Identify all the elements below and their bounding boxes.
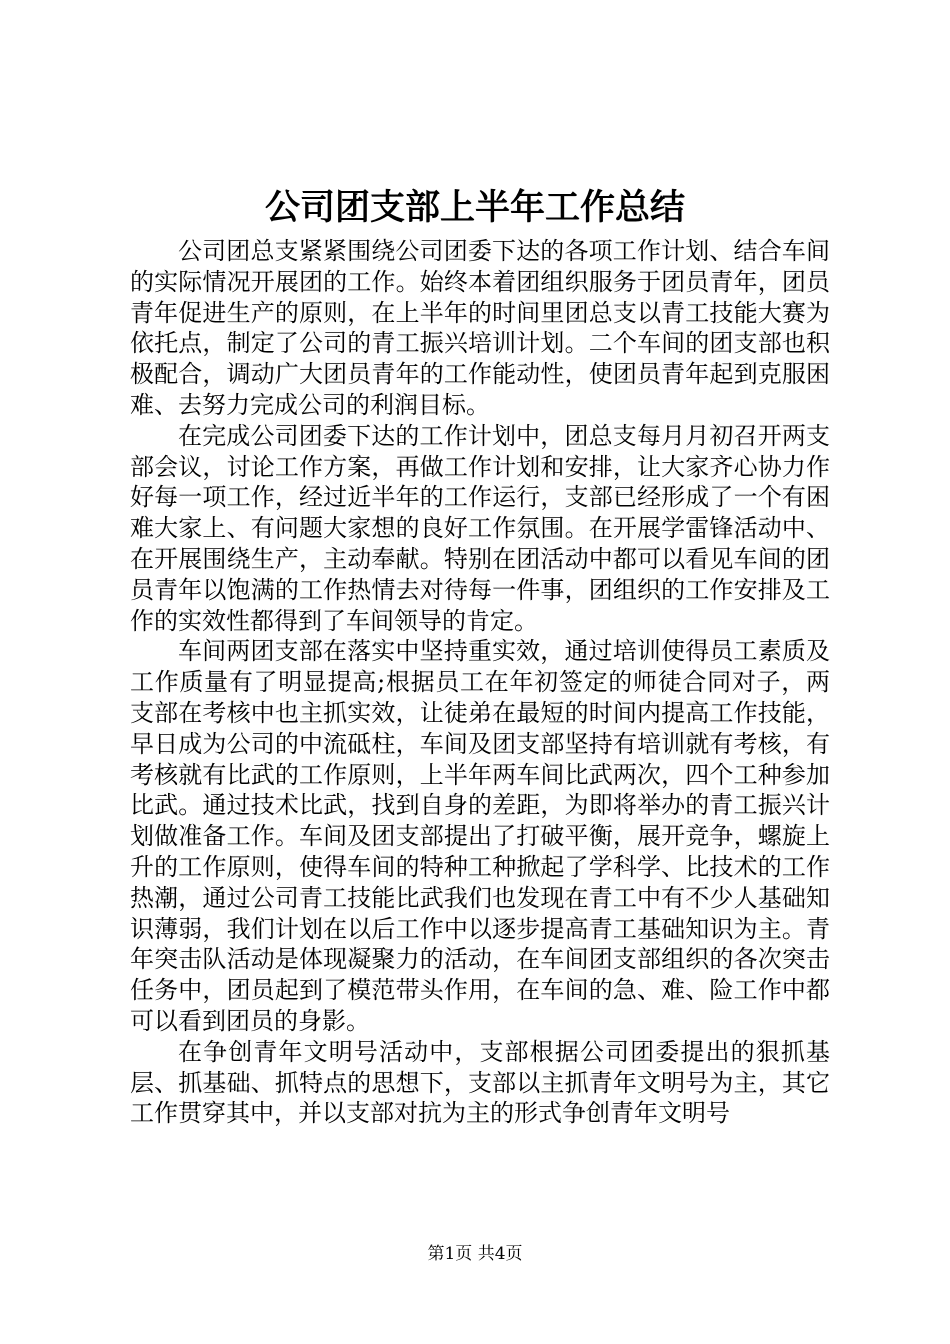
document-body bbox=[130, 236, 830, 1129]
paragraph-1: 公司团总支紧紧围绕公司团委下达的各项工作计划、结合车间的实际情况开展团的工作。始终本着团组织服务于团员青年，团员青年促进生产的原则，在上半年的时间里团总支以青工技能大赛为依托点，制定了公司的青工振兴培训计划。二个车间的团支部也积极配合，调动广大团员青年的工作能动性，使团员青年起到克服困难、去努力完成公司的利润目标。 bbox=[130, 237, 830, 419]
document-title: 公司团支部上半年工作总结 bbox=[264, 187, 685, 228]
paragraph-4: 在争创青年文明号活动中，支部根据公司团委提出的狠抓基层、抓基础、抓特点的思想下，支部以主抓青年文明号为主，其它工作贯穿其中，并以支部对抗为主的形式争创青年文明号 bbox=[130, 1037, 830, 1128]
paragraph-3: 车间两团支部在落实中坚持重实效，通过培训使得员工素质及工作质量有了明显提高;根据员工在年初签定的师徒合同对子，两支部在考核中也主抓实效，让徒弟在最短的时间内提高工作技能，早日成为公司的中流砥柱，车间及团支部坚持有培训就有考核，有考核就有比武的工作原则，上半年两车间比武两次，四个工种参加比武。通过技术比武，找到自身的差距，为即将举办的青工振兴计划做准备工作。车间及团支部提出了打破平衡，展开竞争，螺旋上升的工作原则，使得车间的特种工种掀起了学科学、比技术的工作热潮，通过公司青工技能比武我们也发现在青工中有不少人基础知识薄弱，我们计划在以后工作中以逐步提高青工基础知识为主。青年突击队活动是体现凝聚力的活动，在车间团支部组织的各次突击任务中，团员起到了模范带头作用，在车间的急、难、险工作中都可以看到团员的身影。 bbox=[130, 637, 830, 1035]
paragraph-2: 在完成公司团委下达的工作计划中，团总支每月月初召开两支部会议，讨论工作方案，再做工作计划和安排，让大家齐心协力作好每一项工作，经过近半年的工作运行，支部已经形成了一个有困难大家上、有问题大家想的良好工作氛围。在开展学雷锋活动中、在开展围绕生产，主动奉献。特别在团活动中都可以看见车间的团员青年以饱满的工作热情去对待每一件事，团组织的工作安排及工作的实效性都得到了车间领导的肯定。 bbox=[130, 421, 830, 635]
page-number-footer: 第1页 共4页 bbox=[427, 1244, 523, 1264]
